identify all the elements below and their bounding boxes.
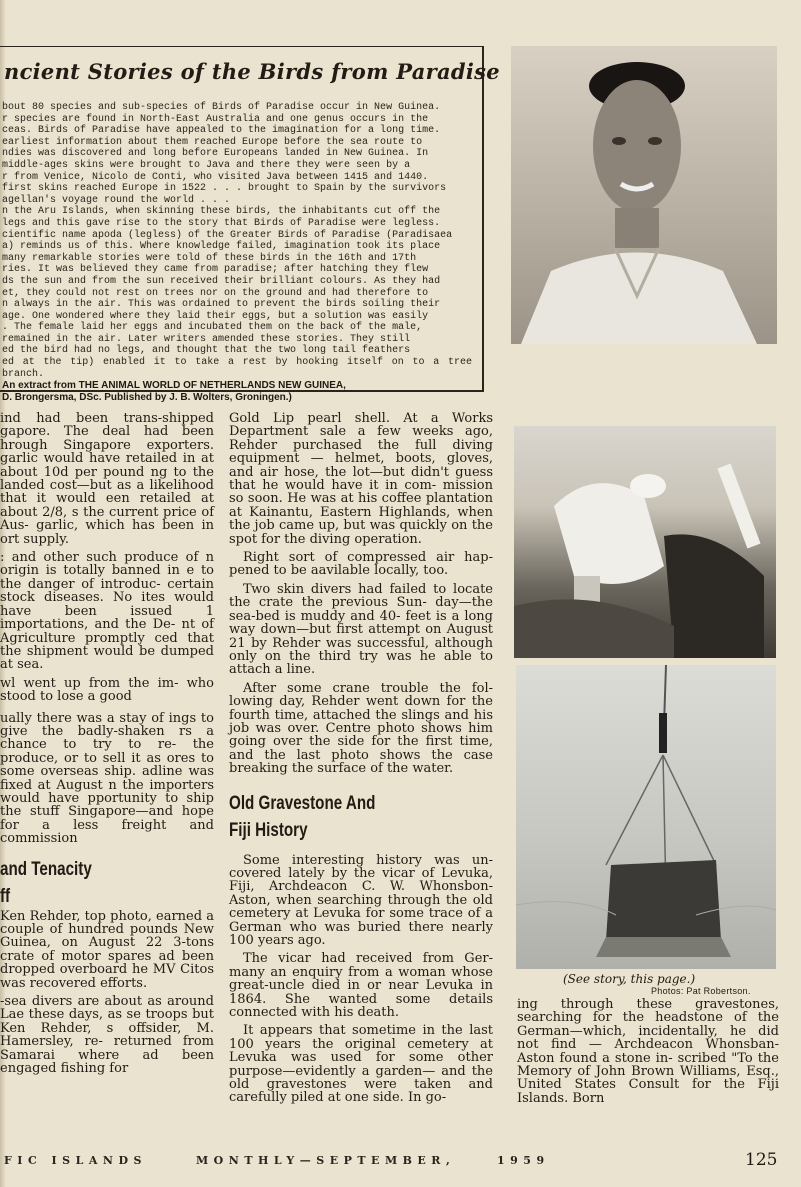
photo-credit: Photos: Pat Robertson.	[651, 986, 751, 996]
col1-paragraph: : and other such produce of n origin is totally banned in e to the danger of introduc- certain stock diseases. No ites would have been issued 1 importations, and the De- nt of Agriculture promptly ced that the shipment would be dumped at sea.	[0, 550, 214, 673]
diver-going-overboard-photo	[514, 426, 776, 658]
box-text: bout 80 species and sub-species of Birds of Paradise occur in New Guinea. r species are found in North-East Australia and one genus occurs in the ceas. Birds of Paradise have appealed to the imagination for a long time. earliest information about them reached Europe before the sea route to ndies was discovered and long before Europeans landed in New Guinea. In middle-ages skins were brought to Java and there they were seen by a r from Venice, Nicolo de Conti, who visited Java between 1415 and 1440. first skins reached Europe in 1522 . . . brought to Spain by the survivors agellan's voyage round the world . . . n the Aru Islands, when skinning these birds, the inhabitants cut off the legs and this gave rise to the story that Birds of Paradise were legless. cientific name apoda (legless) of the Greater Birds of Paradise (Paradisaea a) reminds us of this. Where knowledge failed, imagination took its place many remarkable stories were told of these birds in the 16th and 17th ries. It was believed they came from paradise; after hatching they flew ds the sun and from the sun received their brilliant colours. As they had et, they could not rest on trees nor on the ground and had therefore to n always in the air. This was ordained to prevent the birds soiling their age. One wondered where they laid their eggs, but a solution was easily . The female laid her eggs and incubated them on the back of the male, remained in the air. Later writers amended these stories. They still ed the bird had no legs, and thought that the two long tail feathers ed at the tip) enabled it to take a rest by hooking itself on to a tree branch.	[2, 102, 472, 380]
feature-box	[0, 46, 500, 403]
gravestone-headline-2: Fiji History	[229, 819, 308, 841]
crate-surfacing-photo	[516, 665, 776, 969]
col1-paragraph: Ken Rehder, top photo, earned a couple of hundred pounds New Guinea, on August 22 3-tons crate of motor spares ad been dropped overboard he MV Citos was recovered efforts.	[0, 908, 214, 991]
diver-portrait-photo	[511, 46, 777, 344]
col1-paragraph: -sea divers are about as around Lae these days, as se troops but Ken Rehder, s offsider, M. Hamersley, re- returned from Samarai where ad been engaged fishing for	[0, 994, 214, 1077]
page-number: 125	[745, 1150, 778, 1170]
column-3	[517, 998, 779, 1110]
gravestone-headline: Old Gravestone And	[229, 792, 376, 814]
column-2	[229, 412, 493, 1110]
col2-paragraph: The vicar had received from Ger- many an enquiry from a woman whose great-uncle died in or near Levuka in 1864. She wanted some details connected with his death.	[229, 951, 493, 1021]
footer-year: 1959	[497, 1154, 550, 1167]
photo-caption: (See story, this page.)	[563, 972, 696, 986]
col2-paragraph: After some crane trouble the fol- lowing day, Rehder went down for the fourth time, attached the slings and his job was over. Centre photo shows him going over the side for the first time, and the last photo shows the case breaking the surface of the water.	[229, 680, 493, 777]
col2-paragraph: Right sort of compressed air hap- pened to be aavilable locally, too.	[229, 550, 493, 579]
col1-paragraph: wl went up from the im- who stood to lose a good	[0, 675, 214, 705]
col3-paragraph: ing through these gravestones, searching for the headstone of the German—which, incidentally, he did not find — Archdeacon Whonsban-Aston found a stone in- scribed "To the Memory of John Brown Williams, Esq., United States Consult for the Fiji Islands. Born	[517, 997, 779, 1106]
col2-paragraph: Two skin divers had failed to locate the crate the previous Sun- day—the sea-bed is muddy and 40- feet is a long way down—but first attempt on August 21 by Rehder was successful, although only on the third try was he able to attach a line.	[229, 581, 493, 678]
section-headline-2: ff	[0, 885, 11, 907]
col2-paragraph: It appears that sometime in the last 100 years the original cemetery at Levuka was used for some other purpose—evidently a garden— and the old gravestones were taken and carefully piled at one side. In go-	[229, 1023, 493, 1106]
footer-magazine-name: FIC ISLANDS	[4, 1154, 147, 1167]
footer-issue: MONTHLY—SEPTEMBER,	[196, 1154, 456, 1167]
col2-paragraph: Gold Lip pearl shell. At a Works Department sale a few weeks ago, Rehder purchased the full diving equipment — helmet, boots, gloves, and air hose, the lot—but didn't guess that he would have it in com- mission so soon. He was at his coffee plantation at Kainantu, Eastern Highlands, when the job came up, but was quickly on the spot for the diving operation.	[229, 411, 493, 547]
col2-paragraph: Some interesting history was un- covered lately by the vicar of Levuka, Fiji, Archdeacon C. W. Whonsbon- Aston, when searching through the old cemetery at Levuka for some trace of a German who was buried there nearly 100 years ago.	[229, 852, 493, 948]
box-source-1: An extract from THE ANIMAL WORLD OF NETHERLANDS NEW GUINEA,	[2, 380, 346, 392]
col1-paragraph: ind had been trans-shipped gapore. The deal had been hrough Singapore exporters. garlic would have retailed in at about 10d per pound ng to the landed cost—but as a likelihood that it would een retailed at about 2/8, s the current price of Aus- garlic, which has been in ort supply.	[0, 411, 214, 547]
section-headline: and Tenacity	[0, 858, 92, 880]
column-1	[0, 412, 214, 1080]
box-title: ncient Stories of the Birds from Paradise	[4, 59, 500, 84]
col1-paragraph: ually there was a stay of ings to give the badly-shaken rs a chance to try to re- the produce, or to sell it as ores to some overseas ship. adline was fixed at August n the importers would have pportunity to ship the stuff Singapore—and hope for a less freight and commission	[0, 710, 214, 847]
box-source-2: D. Brongersma, DSc. Published by J. B. Wolters, Groningen.)	[2, 391, 292, 403]
